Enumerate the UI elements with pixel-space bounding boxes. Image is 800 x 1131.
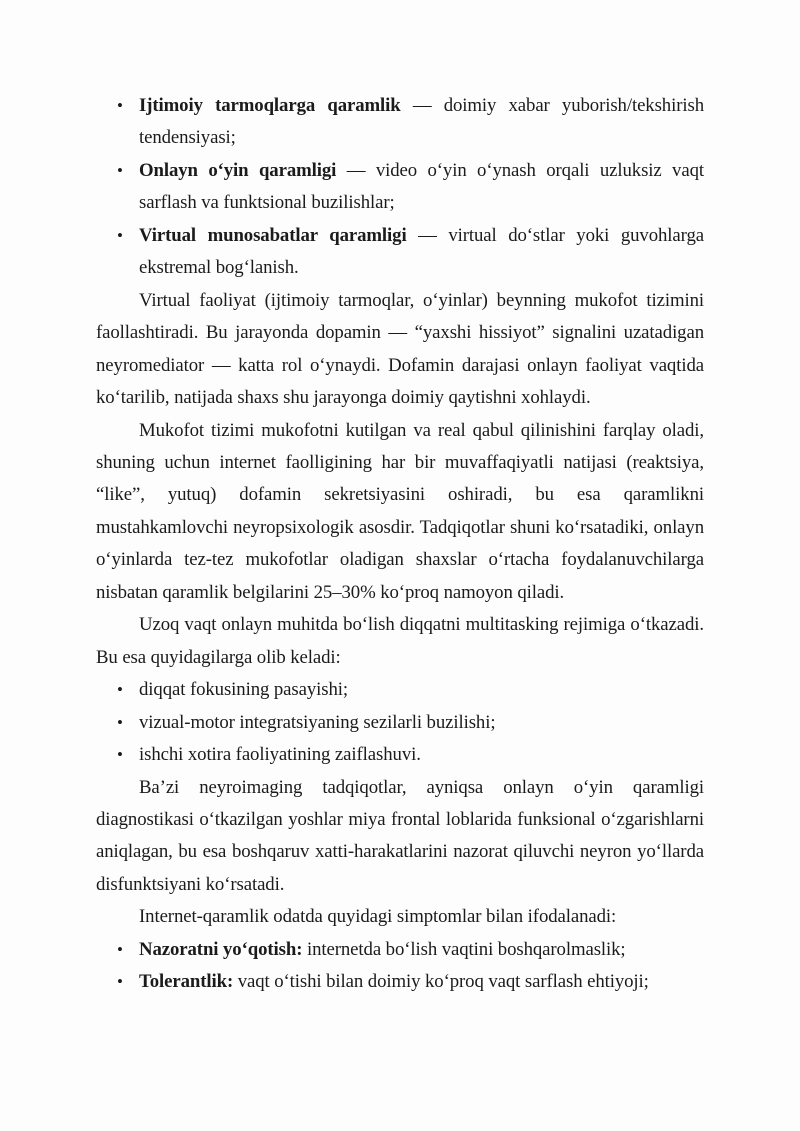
paragraph-reward-system: Mukofot tizimi mukofotni kutilgan va real qabul qilinishini farqlay oladi, shuning uchun internet faolligining har bir muvaffaqiyatli natijasi (reaktsiya, “like”, yutuq) dofamin sekretsiyasini oshiradi, bu esa qaramlikni mustahkamlovchi neyropsixologik asosdir. Tadqiqotlar shuni ko‘rsatadiki, onlayn o‘yinlarda tez-tez mukofotlar oladigan shaxslar o‘rtacha foydalanuvchilarga nisbatan qaramlik belgilarini 25–30% ko‘proq namoyon qiladi. — [96, 419, 704, 603]
list-item-text: ishchi xotira faoliyatining zaiflashuvi. — [139, 744, 421, 766]
list-item-effect — [96, 739, 704, 771]
list-item-term: Nazoratni yo‘qotish: — [139, 938, 303, 960]
list-item-addiction-type — [96, 220, 704, 285]
paragraph-dopamine: Virtual faoliyat (ijtimoiy tarmoqlar, o‘yinlar) beynning mukofot tizimini faollashtiradi. Bu jarayonda dopamin — “yaxshi hissiyot” signalini uzatadigan neyromediator — katta rol o‘ynaydi. Dofamin darajasi onlayn faoliyat vaqtida ko‘tarilib, natijada shaxs shu jarayonga doimiy qaytishni xohlaydi. — [96, 289, 704, 409]
list-item-text: vizual-motor integratsiyaning sezilarli buzilishi; — [139, 711, 496, 733]
list-item-text: — video o‘yin o‘ynash orqali uzluksiz vaqt sarflash va funktsional buzilishlar; — [139, 159, 704, 214]
paragraph-symptoms-intro: Internet-qaramlik odatda quyidagi simptomlar bilan ifodalanadi: — [139, 906, 617, 928]
list-item-addiction-type — [96, 90, 704, 155]
list-item-effect — [96, 707, 704, 739]
bullet-icon: • — [117, 745, 123, 765]
list-item-term: Tolerantlik: — [139, 971, 234, 993]
list-item-text: vaqt o‘tishi bilan doimiy ko‘proq vaqt sarflash ehtiyoji; — [233, 971, 649, 993]
list-item-text: — virtual do‘stlar yoki guvohlarga ekstremal bog‘lanish. — [139, 224, 704, 279]
list-item-term: Onlayn o‘yin qaramligi — [139, 159, 337, 181]
paragraph-multitasking-intro: Uzoq vaqt onlayn muhitda bo‘lish diqqatni multitasking rejimiga o‘tkazadi. Bu esa quyidagilarga olib keladi: — [96, 614, 704, 668]
list-item-text: diqqat fokusining pasayishi; — [139, 679, 348, 701]
bullet-icon: • — [117, 972, 123, 992]
list-item-symptom — [96, 966, 704, 998]
list-item-term: Ijtimoiy tarmoqlarga qaramlik — [139, 95, 401, 116]
list-item-symptom — [96, 934, 704, 966]
bullet-icon: • — [117, 225, 123, 245]
bullet-icon: • — [117, 96, 123, 115]
list-item-addiction-type — [96, 155, 704, 220]
paragraph-neuroimaging: Ba’zi neyroimaging tadqiqotlar, ayniqsa onlayn o‘yin qaramligi diagnostikasi o‘tkazilgan yoshlar miya frontal loblarida funksional o‘zgarishlarni aniqlagan, bu esa boshqaruv xatti-harakatlarini nazorat qiluvchi neyron yo‘llarda disfunktsiyani ko‘rsatadi. — [96, 776, 704, 895]
document-content — [96, 90, 704, 999]
list-item-effect — [96, 674, 704, 706]
list-item-text: — doimiy xabar yuborish/tekshirish tendensiyasi; — [139, 95, 704, 149]
bullet-icon: • — [117, 712, 123, 732]
bullet-icon: • — [117, 680, 123, 700]
list-item-text: internetda bo‘lish vaqtini boshqarolmaslik; — [302, 938, 626, 960]
list-item-term: Virtual munosabatlar qaramligi — [139, 224, 407, 246]
bullet-icon: • — [117, 939, 123, 959]
bullet-icon: • — [117, 160, 123, 180]
